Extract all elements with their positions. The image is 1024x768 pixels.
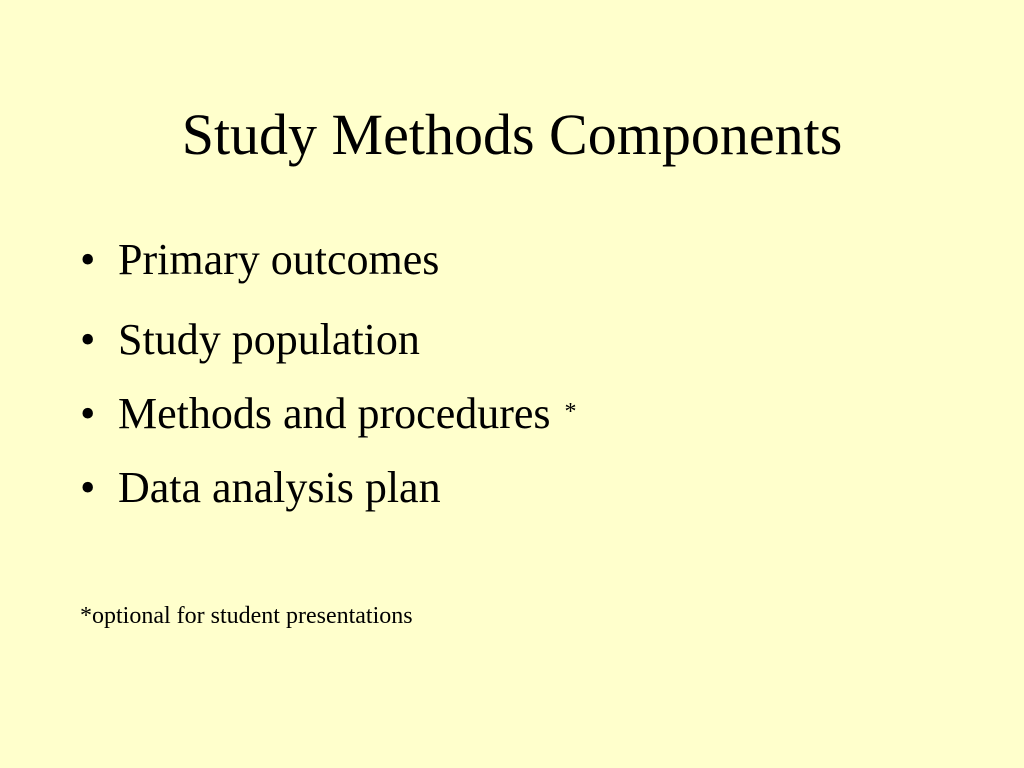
bullet-text: Primary outcomes (118, 235, 440, 284)
slide-title: Study Methods Components (181, 102, 843, 167)
bullet-item-study-population (80, 310, 960, 370)
bullet-item-methods-and-procedures (80, 384, 960, 444)
bullet-dot-icon: • (80, 315, 96, 364)
bullet-list (80, 230, 960, 518)
bullet-item-data-analysis-plan (80, 458, 960, 518)
footnote-marker: * (564, 399, 577, 425)
bullet-text: Methods and procedures (118, 389, 551, 438)
bullet-item-primary-outcomes (80, 230, 960, 290)
bullet-text: Data analysis plan (118, 463, 441, 512)
bullet-dot-icon: • (80, 389, 96, 438)
bullet-dot-icon: • (80, 463, 96, 512)
footnote: *optional for student presentations (80, 603, 413, 629)
bullet-text: Study population (118, 315, 420, 364)
bullet-dot-icon: • (80, 235, 96, 284)
